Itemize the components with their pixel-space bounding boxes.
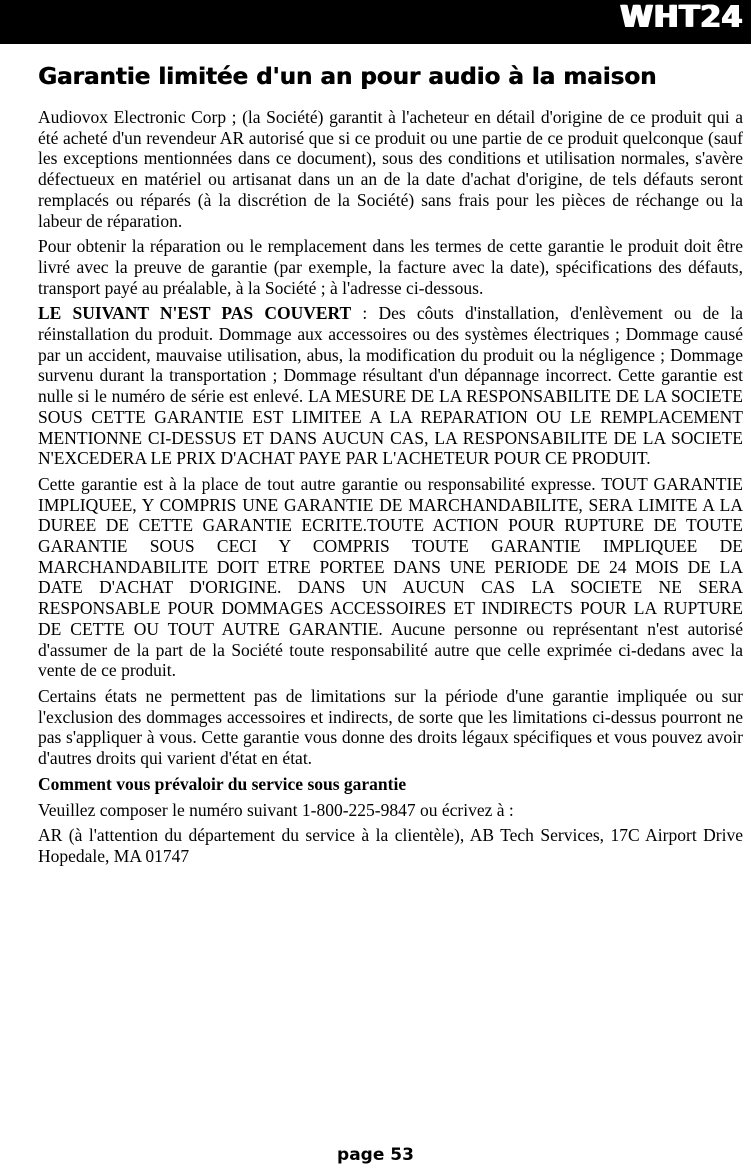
page-number: page 53 xyxy=(337,1145,414,1165)
model-name: WHT24 xyxy=(620,0,743,35)
warranty-body xyxy=(38,107,743,872)
exclusions-text: : Des côuts d'installation, d'enlèvement ou de la réinstallation du produit. Dommage aux accessoires ou des systèmes électriques ; Dommage causé par un accident, mauvaise utilisation, abus, la modification du produit ou la négligence ; Dommage survenu durant la transportation ; Dommage résultant d'un dépannage incorrect. Cette garantie est nulle si le numéro de série est enlevé. LA MESURE DE LA RESPONSABILITE DE LA SOCIETE SOUS CETTE GARANTIE EST LIMITEE A LA REPARATION OU LE REMPLACEMENT MENTIONNE CI-DESSUS ET DANS AUCUN CAS, LA RESPONSABILITE DE LA SOCIETE N'EXCEDERA LE PRIX D'ACHAT PAYE PAR L'ACHETEUR POUR CE PRODUIT. xyxy=(38,303,743,469)
service-subheading: Comment vous prévaloir du service sous garantie xyxy=(38,773,407,794)
exclusions-heading: LE SUIVANT N'EST PAS COUVERT xyxy=(38,303,352,324)
contact-address-paragraph: AR (à l'attention du département du service à la clientèle), AB Tech Services, 17C Airport Drive Hopedale, MA 01747 xyxy=(38,825,743,866)
warranty-paragraph-service-procedure: Pour obtenir la réparation ou le remplacement dans les termes de cette garantie le produit doit être livré avec la preuve de garantie (par exemple, la facture avec la date), spécifications des défauts, transport payé au préalable, à la Société ; à l'adresse ci-dessous. xyxy=(38,236,743,298)
warranty-paragraph-limitations: Cette garantie est à la place de tout autre garantie ou responsabilité expresse. TOUT GARANTIE IMPLIQUEE, Y COMPRIS UNE GARANTIE DE MARCHANDABILITE, SERA LIMITE A LA DUREE DE CETTE GARANTIE ECRITE.TOUTE ACTION POUR RUPTURE DE TOUTE GARANTIE SOUS CECI Y COMPRIS TOUTE GARANTIE IMPLIQUEE DE MARCHANDABILITE DOIT ETRE PORTEE DANS UNE PERIODE DE 24 MOIS DE LA DATE D'ACHAT D'ORIGINE. DANS UN AUCUN CAS LA SOCIETE NE SERA RESPONSABLE POUR DOMMAGES ACCESSOIRES ET INDIRECTS POUR LA RUPTURE DE CETTE OU TOUT AUTRE GARANTIE. Aucune personne ou représentant n'est autorisé d'assumer de la part de la Société toute responsabilité autre que celle exprimée ci-dedans avec la vente de ce produit. xyxy=(38,473,743,681)
page-title: Garantie limitée d'un an pour audio à la maison xyxy=(38,64,657,90)
contact-phone-paragraph: Veuillez composer le numéro suivant 1-800-225-9847 ou écrivez à : xyxy=(38,799,514,820)
warranty-paragraph-exclusions xyxy=(38,303,743,469)
warranty-paragraph-coverage: Audiovox Electronic Corp ; (la Société) garantit à l'acheteur en détail d'origine de ce produit qui a été acheté d'un revendeur AR autorisé que si ce produit ou une partie de ce produit quelconque (sauf les exceptions mentionnées dans ce document), sous des conditions et utilisation normales, s'avère défectueux en matériel ou artisanat dans un an de la date d'achat d'origine, de tels défauts seront remplacés ou réparés (à la discrétion de la Société) sans frais pour les pièces de réchange ou la labeur de réparation. xyxy=(38,107,743,231)
warranty-paragraph-state-rights: Certains états ne permettent pas de limitations sur la période d'une garantie impliquée ou sur l'exclusion des dommages accessoires et indirects, de sorte que les limitations ci-dessus pourront ne pas s'appliquer à vous. Cette garantie vous donne des droits légaux spécifiques et vous pouvez avoir d'autres droits qui varient d'état en état. xyxy=(38,685,743,769)
header-bar xyxy=(0,0,751,44)
